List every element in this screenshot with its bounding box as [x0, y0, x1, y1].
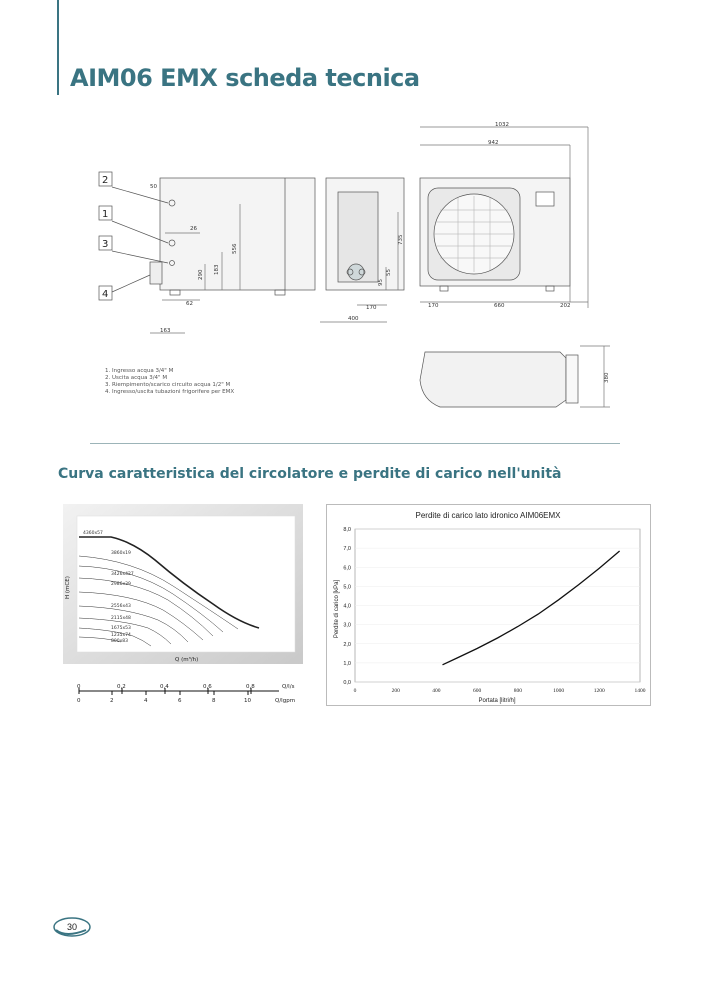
pump-curve-label: 3860x19 — [111, 551, 131, 556]
ls-label: Q/l/s — [282, 684, 295, 690]
loss-x-tick: 200 — [391, 688, 400, 694]
dim-top: 380 — [604, 372, 610, 383]
pump-curve-label: 2986x39 — [111, 582, 131, 587]
pressure-loss-chart — [326, 504, 651, 706]
loss-y-tick: 8,0 — [343, 527, 351, 533]
dim-side-0: 50 — [150, 184, 157, 190]
dim-profile-3: 170 — [366, 305, 377, 311]
page-number-badge — [52, 916, 92, 938]
pump-curve-label: 800x83 — [111, 639, 128, 644]
dim-side-4: 290 — [198, 269, 204, 280]
callout-1: 1 — [102, 209, 109, 220]
loss-y-tick: 6,0 — [343, 565, 351, 572]
top-view-body — [420, 352, 566, 407]
page-number: 30 — [66, 922, 78, 932]
loss-x-tick: 1200 — [593, 688, 605, 694]
loss-ylabel: Perdite di carico [kPa] — [334, 579, 340, 639]
drawing-legend — [105, 368, 234, 396]
section-divider — [90, 443, 620, 444]
pump-curve-label: 2115x48 — [111, 616, 131, 621]
legend-line: 2. Uscita acqua 3/4" M — [105, 375, 168, 381]
pump-curve-label: 4360x57 — [83, 531, 103, 536]
legend-line: 4. Ingresso/uscita tubazioni frigorifere per EMX — [105, 389, 235, 395]
loss-y-tick: 7,0 — [343, 546, 351, 553]
loss-x-tick: 1400 — [634, 688, 646, 694]
callout-4: 4 — [102, 289, 109, 300]
pump-curve-chart — [63, 504, 303, 704]
loss-x-tick: 600 — [473, 688, 482, 694]
loss-chart-title: Perdite di carico lato idronico AIM06EMX — [415, 511, 561, 520]
gpm-tick: 8 — [212, 698, 216, 704]
dim-front-4: 202 — [560, 303, 571, 309]
title-accent-bar — [57, 0, 59, 95]
dim-profile-1: 95 — [378, 279, 384, 286]
legend-line: 3. Riempimento/scarico circuito acqua 1/2" M — [105, 382, 231, 388]
section-title: Curva caratteristica del circolatore e perdite di carico nell'unità — [58, 466, 562, 482]
gpm-tick: 4 — [144, 698, 148, 704]
loss-x-tick: 0 — [353, 688, 357, 694]
ls-tick: 0,8 — [246, 684, 255, 690]
dim-side-6: 163 — [160, 328, 171, 334]
ls-tick: 0,6 — [203, 684, 212, 690]
pump-ylabel: H (mCE) — [65, 576, 71, 599]
pump-curve-label: 3426x427 — [111, 572, 134, 577]
dim-profile-4: 400 — [348, 316, 359, 322]
loss-y-tick: 2,0 — [343, 641, 351, 648]
ls-tick: 0,2 — [117, 684, 126, 690]
gpm-label: Q/lgpm — [275, 698, 296, 704]
loss-y-tick: 3,0 — [343, 622, 351, 629]
page-title: AIM06 EMX scheda tecnica — [70, 64, 420, 92]
dim-side-2: 556 — [232, 243, 238, 254]
loss-y-tick: 0,0 — [343, 680, 351, 686]
dim-side-5: 62 — [186, 301, 193, 307]
loss-x-tick: 400 — [432, 688, 441, 694]
callout-2: 2 — [102, 175, 109, 186]
gpm-tick: 0 — [77, 698, 81, 704]
loss-y-tick: 4,0 — [343, 603, 351, 610]
gpm-tick: 10 — [244, 698, 251, 704]
callout-3: 3 — [102, 239, 109, 250]
pump-curve-label: 1235x74 — [111, 633, 131, 638]
dim-front-1: 942 — [488, 140, 499, 146]
dim-front-3: 660 — [494, 303, 505, 309]
pump-curve-label: 1675x53 — [111, 626, 131, 631]
pump-xlabel: Q (m³/h) — [175, 657, 199, 663]
gpm-tick: 6 — [178, 698, 182, 704]
dim-front-0: 1032 — [495, 122, 509, 128]
loss-x-tick: 1000 — [553, 688, 565, 694]
loss-xlabel: Portata [litri/h] — [478, 698, 516, 704]
loss-y-tick: 1,0 — [343, 660, 351, 667]
dim-side-1: 26 — [190, 226, 197, 232]
dim-profile-0: 735 — [398, 234, 404, 245]
dim-profile-2: 55 — [386, 269, 392, 276]
loss-y-tick: 5,0 — [343, 584, 351, 591]
ls-tick: 0 — [77, 684, 81, 690]
loss-x-tick: 800 — [513, 688, 522, 694]
dim-front-2: 170 — [428, 303, 439, 309]
legend-line: 1. Ingresso acqua 3/4" M — [105, 368, 174, 374]
ls-tick: 0,4 — [160, 684, 169, 690]
side-view-body — [160, 178, 315, 290]
pump-curve-label: 2556x43 — [111, 604, 131, 609]
dim-side-3: 183 — [214, 264, 220, 275]
gpm-tick: 2 — [110, 698, 114, 704]
